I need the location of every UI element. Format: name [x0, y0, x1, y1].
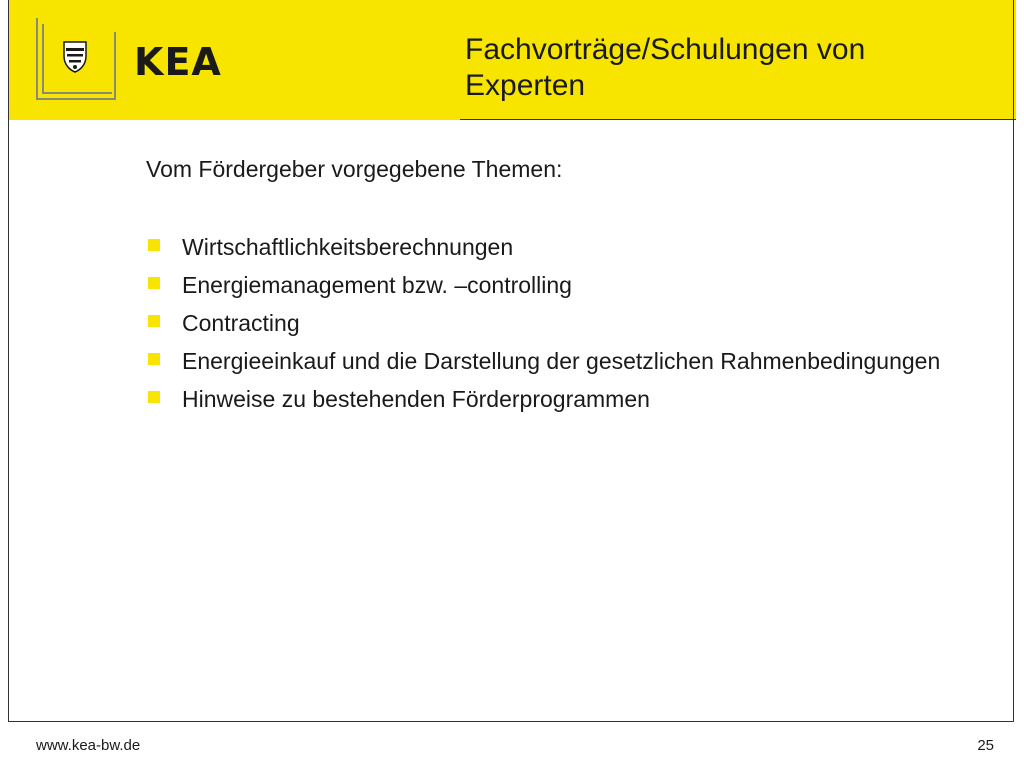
intro-text: Vom Fördergeber vorgegebene Themen: [146, 156, 563, 182]
brand-name: KEA [134, 40, 222, 84]
footer-url: www.kea-bw.de [36, 737, 141, 754]
list-item [146, 346, 946, 376]
list-item-text: Contracting [182, 310, 300, 336]
list-item-text: Energieeinkauf und die Darstellung der gesetzlichen Rahmenbedingungen [182, 348, 941, 374]
bullet-square-icon [148, 391, 160, 403]
list-item [146, 270, 946, 300]
baden-wuerttemberg-crest-icon [62, 40, 88, 74]
bullet-square-icon [148, 239, 160, 251]
bullet-square-icon [148, 353, 160, 365]
list-item [146, 308, 946, 338]
list-item-text: Energiemanagement bzw. –controlling [182, 272, 572, 298]
bullet-square-icon [148, 277, 160, 289]
bullet-square-icon [148, 315, 160, 327]
list-item-text: Hinweise zu bestehenden Förderprogrammen [182, 386, 650, 412]
logo-frame-right [114, 32, 116, 100]
title-underline [460, 119, 1016, 120]
page-number: 25 [977, 737, 994, 754]
list-item-text: Wirtschaftlichkeitsberechnungen [182, 234, 514, 260]
list-item [146, 384, 946, 414]
list-item [146, 232, 946, 262]
topic-list [146, 232, 946, 422]
slide-title: Fachvorträge/Schulungen von Experten [465, 33, 866, 102]
